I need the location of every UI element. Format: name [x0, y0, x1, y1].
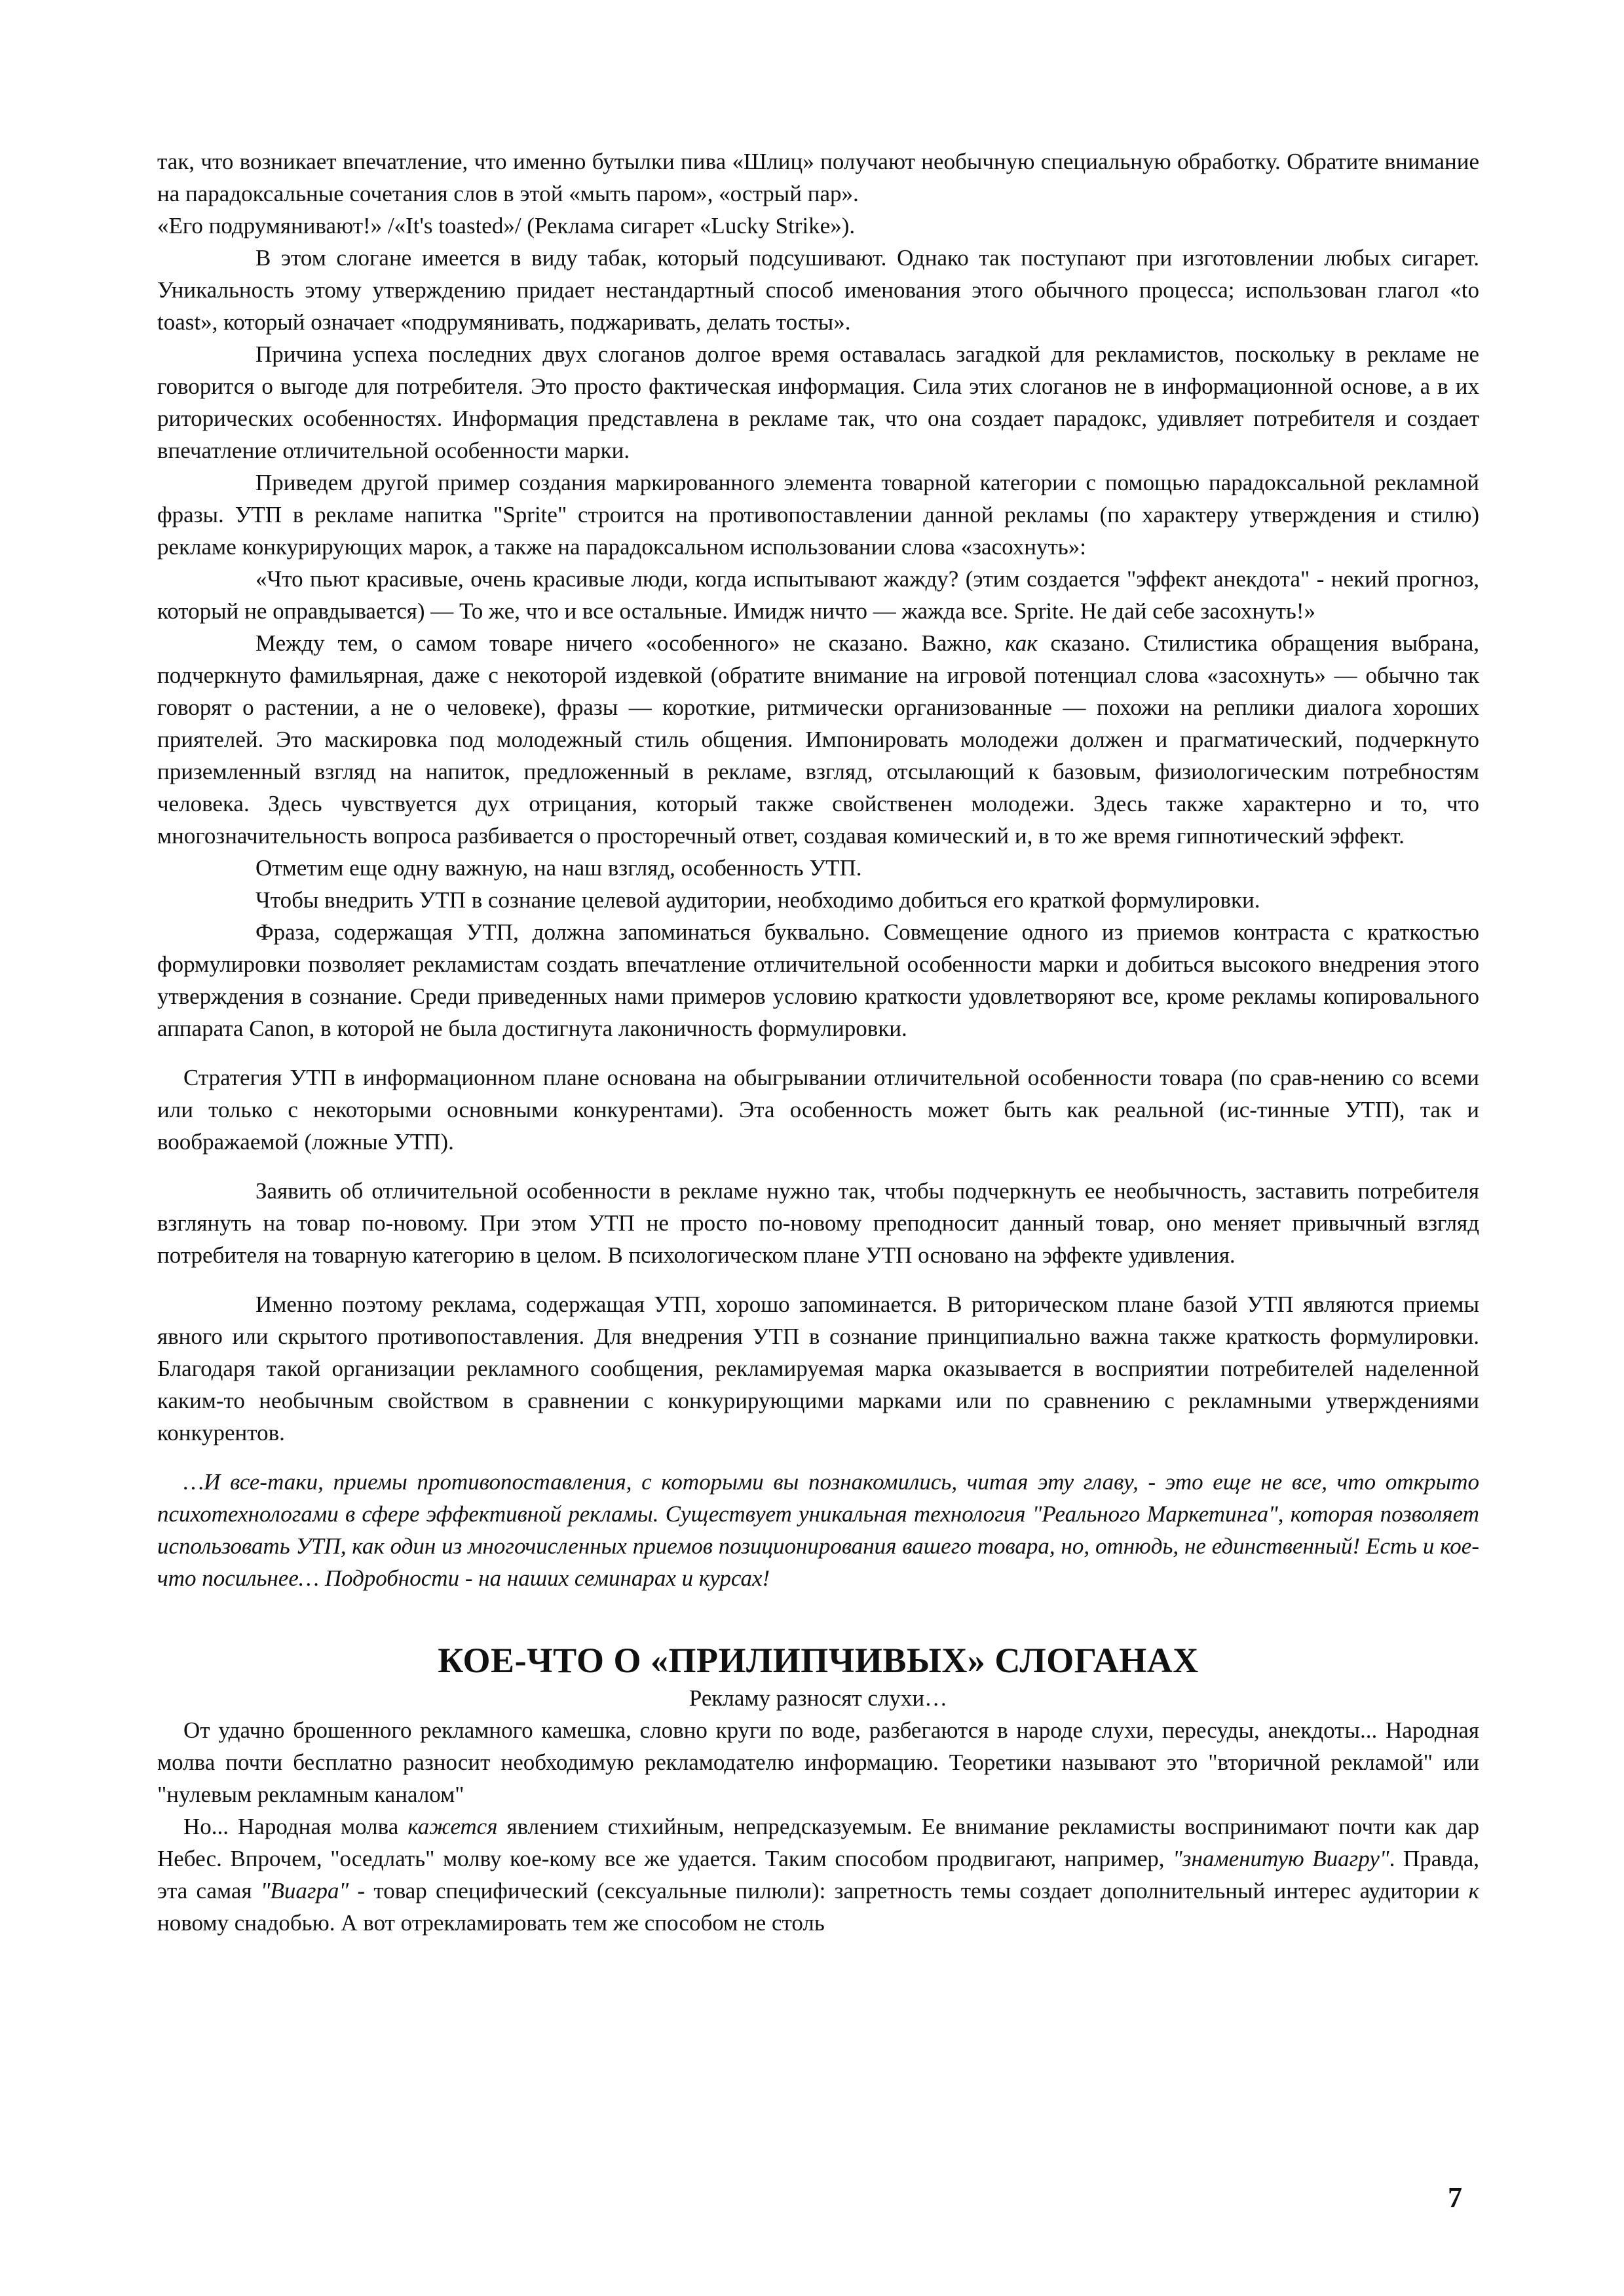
viagra-t5: новому снадобью. А вот отрекламировать тем же способом не столь — [157, 1910, 825, 1936]
viagra-t1: Но... Народная молва — [183, 1814, 408, 1839]
paragraph-success-reason: Причина успеха последних двух слоганов долгое время оставалась загадкой для рекламистов, поскольку в рекламе не говорится о выгоде для потребителя. Это просто фактическая информация. Сила этих слоганов не в информационной основе, а в их риторических особенностях. Информация представлена в рекламе так, что она создает парадокс, удивляет потребителя и создает впечатление отличительной особенности марки. — [157, 341, 1479, 463]
viagra-i3: "Виагра" — [260, 1878, 349, 1904]
viagra-i2: "знаменитую Виагру" — [1173, 1846, 1389, 1871]
section-heading: КОЕ-ЧТО О «ПРИЛИПЧИВЫХ» СЛОГАНАХ — [438, 1641, 1199, 1680]
paragraph-phrase: Фраза, содержащая УТП, должна запоминаться буквально. Совмещение одного из приемов контраста с краткостью формулировки позволяет рекламистам создать впечатление отличительной особенности марки и добиться высокого внедрения этого утверждения в сознание. Среди приведенных нами примеров условию краткости удовлетворяют все, кроме рекламы копировального аппарата Canon, в которой не была достигнута лаконичность формулировки. — [157, 919, 1479, 1041]
paragraph-rumors: От удачно брошенного рекламного камешка, словно круги по воде, разбегаются в народе слухи, пересуды, анекдоты... Народная молва почти бесплатно разносит необходимую рекламодателю информацию. Теоретики называют это "вторичной рекламой" или "нулевым рекламным каналом" — [157, 1717, 1479, 1807]
paragraph-promo: …И все-таки, приемы противопоставления, с которыми вы познакомились, читая эту главу, - это еще не все, что открыто психотехнологами в сфере эффективной рекламы. Существует уникальная технология "Реального Маркетинга", которая позволяет использовать УТП, как один из многочисленных приемов позиционирования вашего товара, но, отнюдь, не единственный! Есть и кое-что посильнее… Подробности - на наших семинарах и курсах! — [157, 1469, 1479, 1591]
kak-after: сказано. Стилистика обращения выбрана, подчеркнуто фамильярная, даже с некоторой издевкой (обратите внимание на игровой потенциал слова «засохнуть» — обычно так говорят о растении, а не о человеке), фразы — короткие, ритмически организованные — похожи на реплики диалога хороших приятелей. Это маскировка под молодежный стиль общения. Импонировать молодежи должен и прагматический, подчеркнуто приземленный взгляд на напиток, предложенный в рекламе, взгляд, отсылающий к базовым, физиологическим потребностям человека. Здесь чувствуется дух отрицания, который также свойственен молодежи. Здесь также характерно и то, что многозначительность вопроса разбивается о просторечный ответ, создавая комический и, в то же время гипнотический эффект. — [157, 630, 1479, 849]
paragraph-sprite-quote: «Что пьют красивые, очень красивые люди, когда испытывают жажду? (этим создается "эффект анекдота" - некий прогноз, который не оправдывается) — То же, что и все остальные. Имидж ничто — жажда все. Sprite. Не дай себе засохнуть!» — [157, 566, 1479, 624]
viagra-t4: - товар специфический (сексуальные пилюли): запретность темы создает дополнительный интерес аудитории — [349, 1878, 1469, 1904]
kak-before: Между тем, о самом товаре ничего «особенного» не сказано. Важно, — [255, 630, 1006, 656]
paragraph-declare: Заявить об отличительной особенности в рекламе нужно так, чтобы подчеркнуть ее необычность, заставить потребителя взглянуть на товар по-новому. При этом УТП не просто по-новому преподносит данный товар, оно меняет привычный взгляд потребителя на товарную категорию в целом. В психологическом плане УТП основано на эффекте удивления. — [157, 1178, 1479, 1268]
page-number: 7 — [1448, 2181, 1462, 2213]
paragraph-kak — [157, 627, 1479, 852]
viagra-t2: явлением стихийным, непредсказуемым. Ее внимание рекламисты воспринимают почти как дар Небес. Впрочем, "оседлать" молву кое-кому все же удается. Таким способом продвигают, например, — [157, 1814, 1479, 1871]
viagra-i4: к — [1468, 1878, 1479, 1904]
viagra-t3: . Правда, эта самая — [157, 1846, 1479, 1904]
paragraph-brevity: Чтобы внедрить УТП в сознание целевой аудитории, необходимо добиться его краткой формулировки. — [255, 887, 1260, 913]
paragraph-therefore: Именно поэтому реклама, содержащая УТП, хорошо запоминается. В риторическом плане базой УТП являются приемы явного или скрытого противопоставления. Для внедрения УТП в сознание принципиально важна также краткость формулировки. Благодаря такой организации рекламного сообщения, рекламируемая марка оказывается в восприятии потребителей наделенной каким-то необычным свойством в сравнении с конкурирующими марками или по сравнению с рекламными утверждениями конкурентов. — [157, 1292, 1479, 1445]
paragraph-note: Отметим еще одну важную, на наш взгляд, особенность УТП. — [255, 855, 862, 881]
paragraph-schlitz: так, что возникает впечатление, что именно бутылки пива «Шлиц» получают необычную специальную обработку. Обратите внимание на парадоксальные сочетания слов в этой «мыть паром», «острый пар». — [157, 149, 1479, 206]
paragraph-sprite-intro: Приведем другой пример создания маркированного элемента товарной категории с помощью парадоксальной рекламной фразы. УТП в рекламе напитка "Sprite" строится на противопоставлении данной рекламы (по характеру утверждения и стилю) рекламе конкурирующих марок, а также на парадоксальном использовании слова «засохнуть»: — [157, 470, 1479, 560]
paragraph-lucky-strike: «Его подрумянивают!» /«It's toasted»/ (Реклама сигарет «Lucky Strike»). — [157, 213, 856, 239]
section-subheading: Рекламу разносят слухи… — [689, 1685, 948, 1711]
paragraph-strategy: Стратегия УТП в информационном плане основана на обыгрывании отличительной особенности товара (по срав-нению со всеми или только с некоторыми основными конкурентами). Эта особенность может быть как реальной (ис-тинные УТП), так и воображаемой (ложные УТП). — [157, 1065, 1479, 1155]
document-page — [157, 145, 1479, 1939]
viagra-i1: кажется — [407, 1814, 498, 1839]
paragraph-toast: В этом слогане имеется в виду табак, который подсушивают. Однако так поступают при изготовлении любых сигарет. Уникальность этому утверждению придает нестандартный способ именования этого обычного процесса; использован глагол «to toast», который означает «подрумянивать, поджаривать, делать тосты». — [157, 245, 1479, 335]
paragraph-viagra — [157, 1810, 1479, 1939]
kak-emphasis: как — [1005, 630, 1038, 656]
